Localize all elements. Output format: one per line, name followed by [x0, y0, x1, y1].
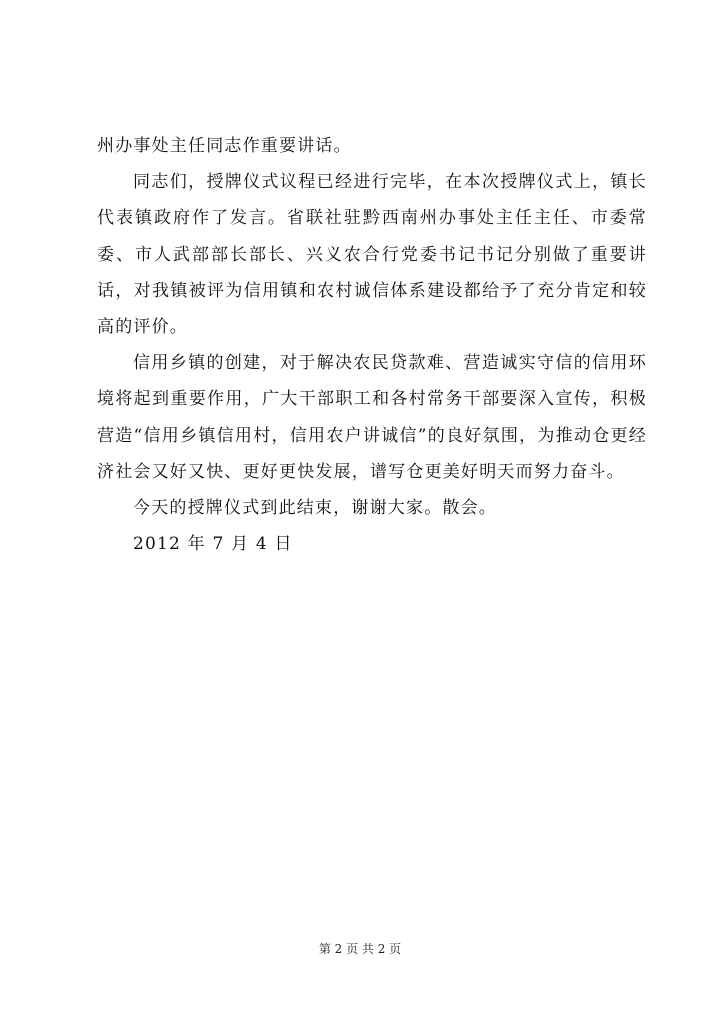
paragraph-ceremony-summary: 同志们，授牌仪式议程已经进行完毕，在本次授牌仪式上，镇长代表镇政府作了发言。省联社驻黔西南州办事处主任主任、市委常委、市人武部部长部长、兴义农合行党委书记书记分别做了重要讲话，对我镇被评为信用镇和农村诚信体系建设都给予了充分肯定和较高的评价。 [97, 172, 647, 338]
document-body [97, 128, 647, 562]
document-date: 2012 年 7 月 4 日 [133, 534, 293, 555]
paragraph-continuation: 州办事处主任同志作重要讲话。 [97, 136, 352, 156]
page-number-footer: 第 2 页 共 2 页 [318, 942, 402, 956]
paragraph-closing: 今天的授牌仪式到此结束，谢谢大家。散会。 [133, 498, 497, 519]
paragraph-credit-town: 信用乡镇的创建，对于解决农民贷款难、营造诚实守信的信用环境将起到重要作用，广大干部职工和各村常务干部要深入宣传，积极营造“信用乡镇信用村，信用农户讲诚信”的良好氛围，为推动仓更经济社会又好又快、更好更快发展，谱写仓更美好明天而努力奋斗。 [97, 353, 647, 482]
